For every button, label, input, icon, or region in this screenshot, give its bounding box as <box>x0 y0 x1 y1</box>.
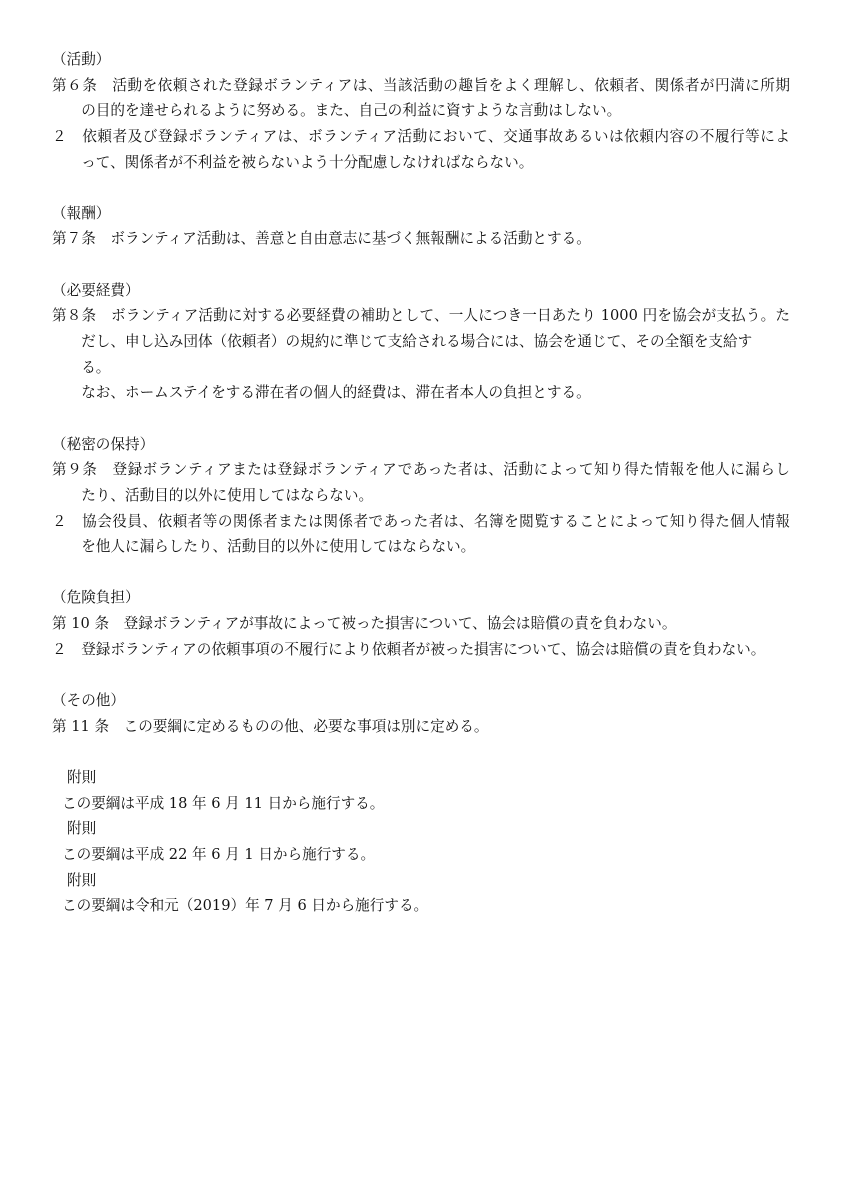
supplementary-heading: 附則 <box>67 820 97 838</box>
article-10-clause-2: ２ 登録ボランティアの依頼事項の不履行により依頼者が被った損害について、協会は賠償の責を負わない。 <box>52 640 766 658</box>
article-7-line: 第７条 ボランティア活動は、善意と自由意志に基づく無報酬による活動とする。 <box>52 230 591 248</box>
article-heading: （危険負担） <box>52 589 140 607</box>
article-8-continuation: る。 <box>81 358 111 376</box>
article-heading: （秘密の保持） <box>52 435 155 453</box>
supplementary-provisions <box>52 765 792 919</box>
supplementary-text: この要綱は平成 22 年 6 月 1 日から施行する。 <box>62 845 376 863</box>
article-heading: （その他） <box>52 692 125 710</box>
article-heading: （報酬） <box>52 204 111 222</box>
article-heading: （活動） <box>52 51 111 68</box>
supplementary-heading: 附則 <box>67 871 97 889</box>
article-heading: （必要経費） <box>52 281 140 299</box>
article-other <box>52 688 792 739</box>
supplementary-text: この要綱は令和元（2019）年 7 月 6 日から施行する。 <box>62 897 429 915</box>
spacer <box>52 560 792 586</box>
article-6-line: 第６条 活動を依頼された登録ボランティアは、当該活動の趣旨をよく理解し、依頼者、関係者が円満に所期 <box>52 76 790 94</box>
article-9-line: 第９条 登録ボランティアまたは登録ボランティアであった者は、活動によって知り得た情報を他人に漏らし <box>52 461 790 479</box>
article-10-line: 第 10 条 登録ボランティアが事故によって被った損害について、協会は賠償の責を負わない。 <box>52 615 677 633</box>
supplementary-text: この要綱は平成 18 年 6 月 11 日から施行する。 <box>62 794 385 812</box>
article-9-continuation: たり、活動目的以外に使用してはならない。 <box>81 486 374 504</box>
article-6-continuation: の目的を達せられるように努める。また、自己の利益に資すような言動はしない。 <box>81 102 622 120</box>
article-9-clause-2: ２ 協会役員、依頼者等の関係者または関係者であった者は、名簿を閲覧することによって知り得た個人情報 <box>52 512 790 530</box>
article-expenses <box>52 278 792 406</box>
spacer <box>52 406 792 432</box>
article-activity <box>52 47 792 175</box>
spacer <box>52 175 792 201</box>
article-confidentiality <box>52 432 792 560</box>
article-8-note: なお、ホームステイをする滞在者の個人的経費は、滞在者本人の負担とする。 <box>81 384 591 402</box>
spacer <box>52 662 792 688</box>
article-remuneration <box>52 201 792 252</box>
article-6-clause-2-continuation: って、関係者が不利益を被らないよう十分配慮しなければならない。 <box>81 153 534 171</box>
spacer <box>52 252 792 278</box>
article-8-continuation: だし、申し込み団体（依頼者）の規約に準じて支給される場合には、協会を通じて、その全額を支給す <box>81 333 753 351</box>
article-6-clause-2: ２ 依頼者及び登録ボランティアは、ボランティア活動において、交通事故あるいは依頼内容の不履行等によ <box>52 127 790 145</box>
article-8-line: 第８条 ボランティア活動に対する必要経費の補助として、一人につき一日あたり 1000 円を協会が支払う。た <box>52 307 790 325</box>
article-11-line: 第 11 条 この要綱に定めるものの他、必要な事項は別に定める。 <box>52 717 489 735</box>
spacer <box>52 739 792 765</box>
document-page <box>52 47 792 919</box>
article-risk <box>52 585 792 662</box>
article-9-clause-2-continuation: を他人に漏らしたり、活動目的以外に使用してはならない。 <box>81 538 476 556</box>
supplementary-heading: 附則 <box>67 768 97 786</box>
